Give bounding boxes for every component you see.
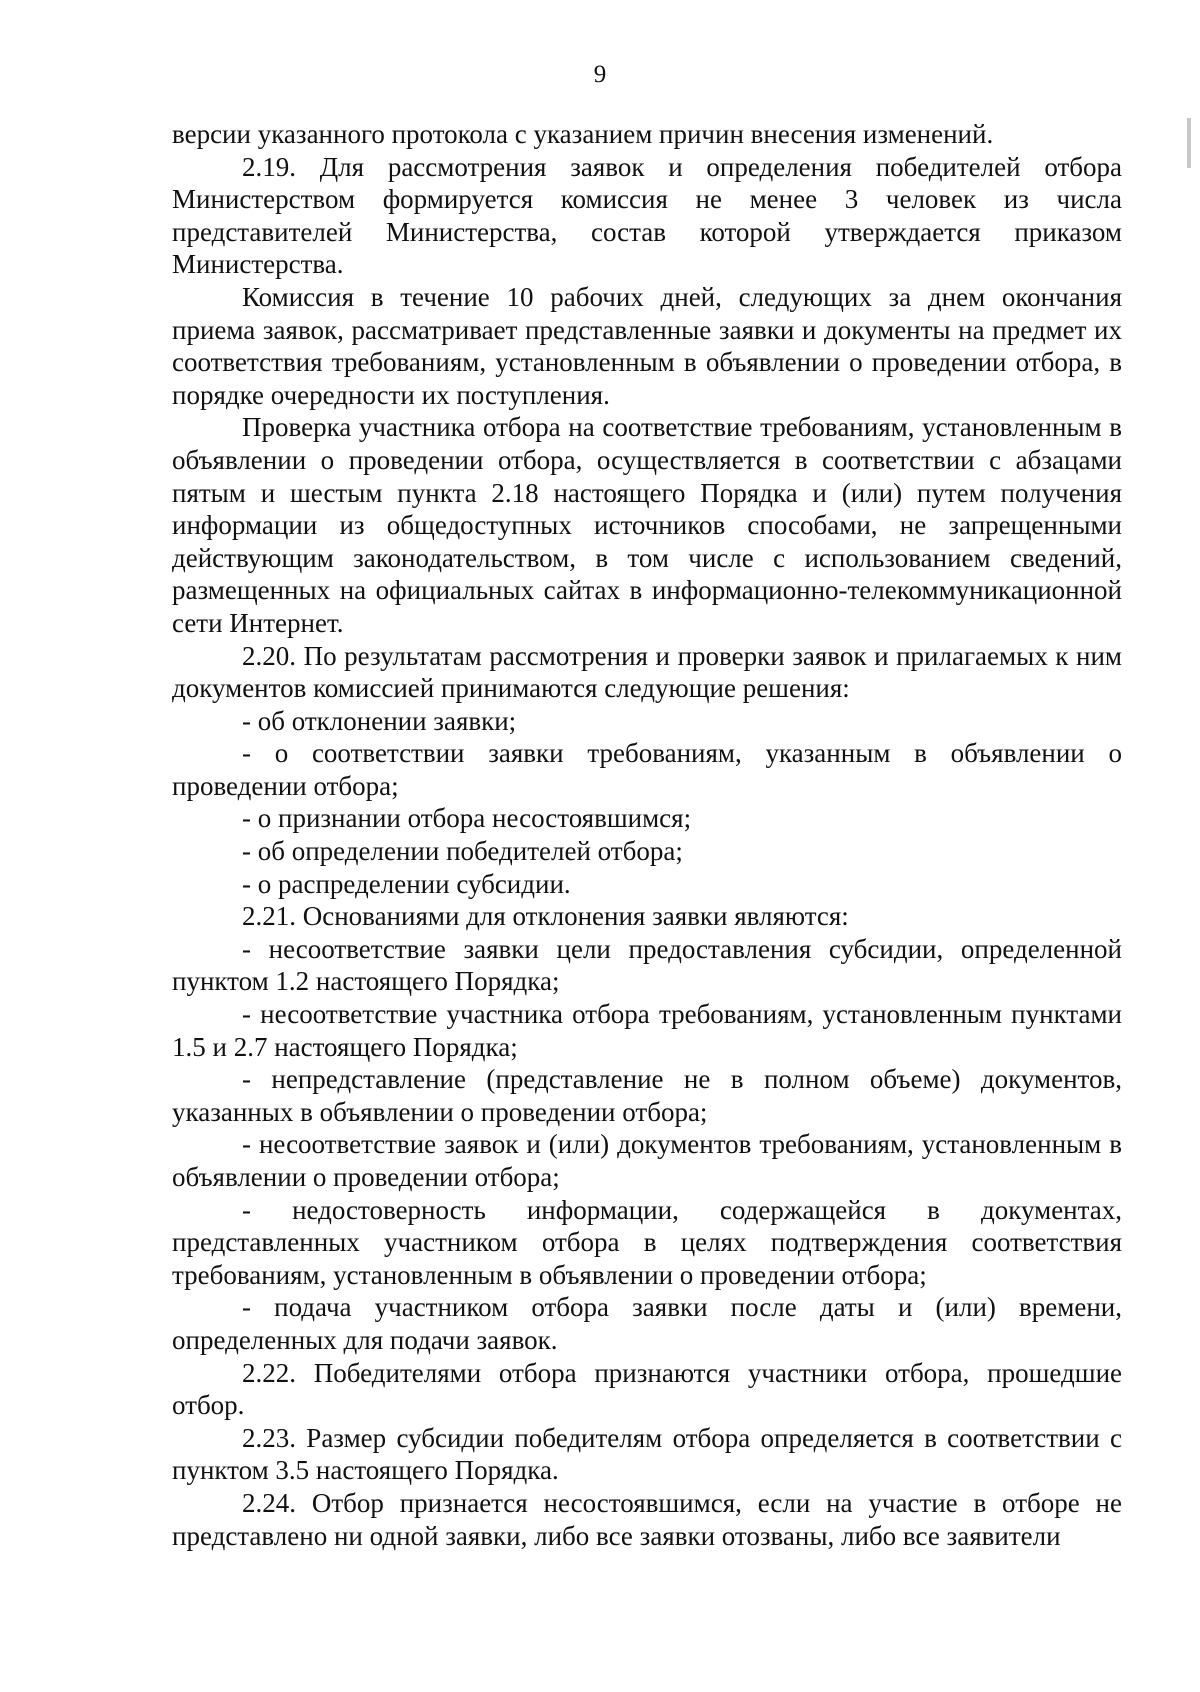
paragraph-2-23: 2.23. Размер субсидии победителям отбора определяется в соответствии с пунктом 3.5 настоящего Порядка. [172,1422,1122,1486]
paragraph-2-21: 2.21. Основаниями для отклонения заявки являются: [242,901,849,932]
paragraph-2-24: 2.24. Отбор признается несостоявшимся, если на участие в отборе не представлено ни одной заявки, либо все заявки отозваны, либо все заявители [172,1487,1122,1551]
scan-edge-mark [1187,118,1191,168]
decision-item-distribution: - о распределении субсидии. [242,868,571,899]
paragraph-2-20: 2.20. По результатам рассмотрения и проверки заявок и прилагаемых к ним документов комиссией принимаются следующие решения: [172,640,1122,704]
reject-reason-noncompliant-docs: - несоответствие заявок и (или) документов требованиям, установленным в объявлении о проведении отбора; [172,1129,1122,1192]
decision-item-reject: - об отклонении заявки; [242,705,517,736]
paragraph-commission-review: Комиссия в течение 10 рабочих дней, следующих за днем окончания приема заявок, рассматривает представленные заявки и документы на предмет их соответствия требованиям, установленным в объявлении о проведении отбора, в порядке очередности их поступления. [172,281,1122,410]
paragraph-continuation: версии указанного протокола с указанием причин внесения изменений. [172,119,994,149]
decision-item-compliance: - о соответствии заявки требованиям, указанным в объявлении о проведении отбора; [172,738,1122,801]
decision-item-failed-selection: - о признании отбора несостоявшимся; [242,803,692,834]
document-body [172,118,1122,1552]
reject-reason-participant: - несоответствие участника отбора требованиям, установленным пунктами 1.5 и 2.7 настоящего Порядка; [172,999,1122,1062]
reject-reason-unreliable-info: - недостоверность информации, содержащейся в документах, представленных участником отбора в целях подтверждения соответствия требованиям, установленным в объявлении о проведении отбора; [172,1194,1122,1290]
paragraph-2-19: 2.19. Для рассмотрения заявок и определения победителей отбора Министерством формируется комиссия не менее 3 человек из числа представителей Министерства, состав которой утверждается приказом Министерства. [172,151,1122,280]
decision-item-winners: - об определении победителей отбора; [242,836,683,867]
paragraph-participant-check: Проверка участника отбора на соответствие требованиям, установленным в объявлении о проведении отбора, осуществляется в соответствии с абзацами пятым и шестым пункта 2.18 настоящего Порядка и (или) путем получения информации из общедоступных источников способами, не запрещенными действующим законодательством, в том числе с использованием сведений, размещенных на официальных сайтах в информационно-телекоммуникационной сети Интернет. [172,412,1122,638]
reject-reason-late-submission: - подача участником отбора заявки после даты и (или) времени, определенных для подачи заявок. [172,1292,1122,1355]
paragraph-2-22: 2.22. Победителями отбора признаются участники отбора, прошедшие отбор. [172,1357,1122,1421]
reject-reason-goal: - несоответствие заявки цели предоставления субсидии, определенной пунктом 1.2 настоящего Порядка; [172,933,1122,997]
page-number: 9 [593,61,607,88]
reject-reason-missing-docs: - непредставление (представление не в полном объеме) документов, указанных в объявлении о проведении отбора; [172,1064,1122,1127]
